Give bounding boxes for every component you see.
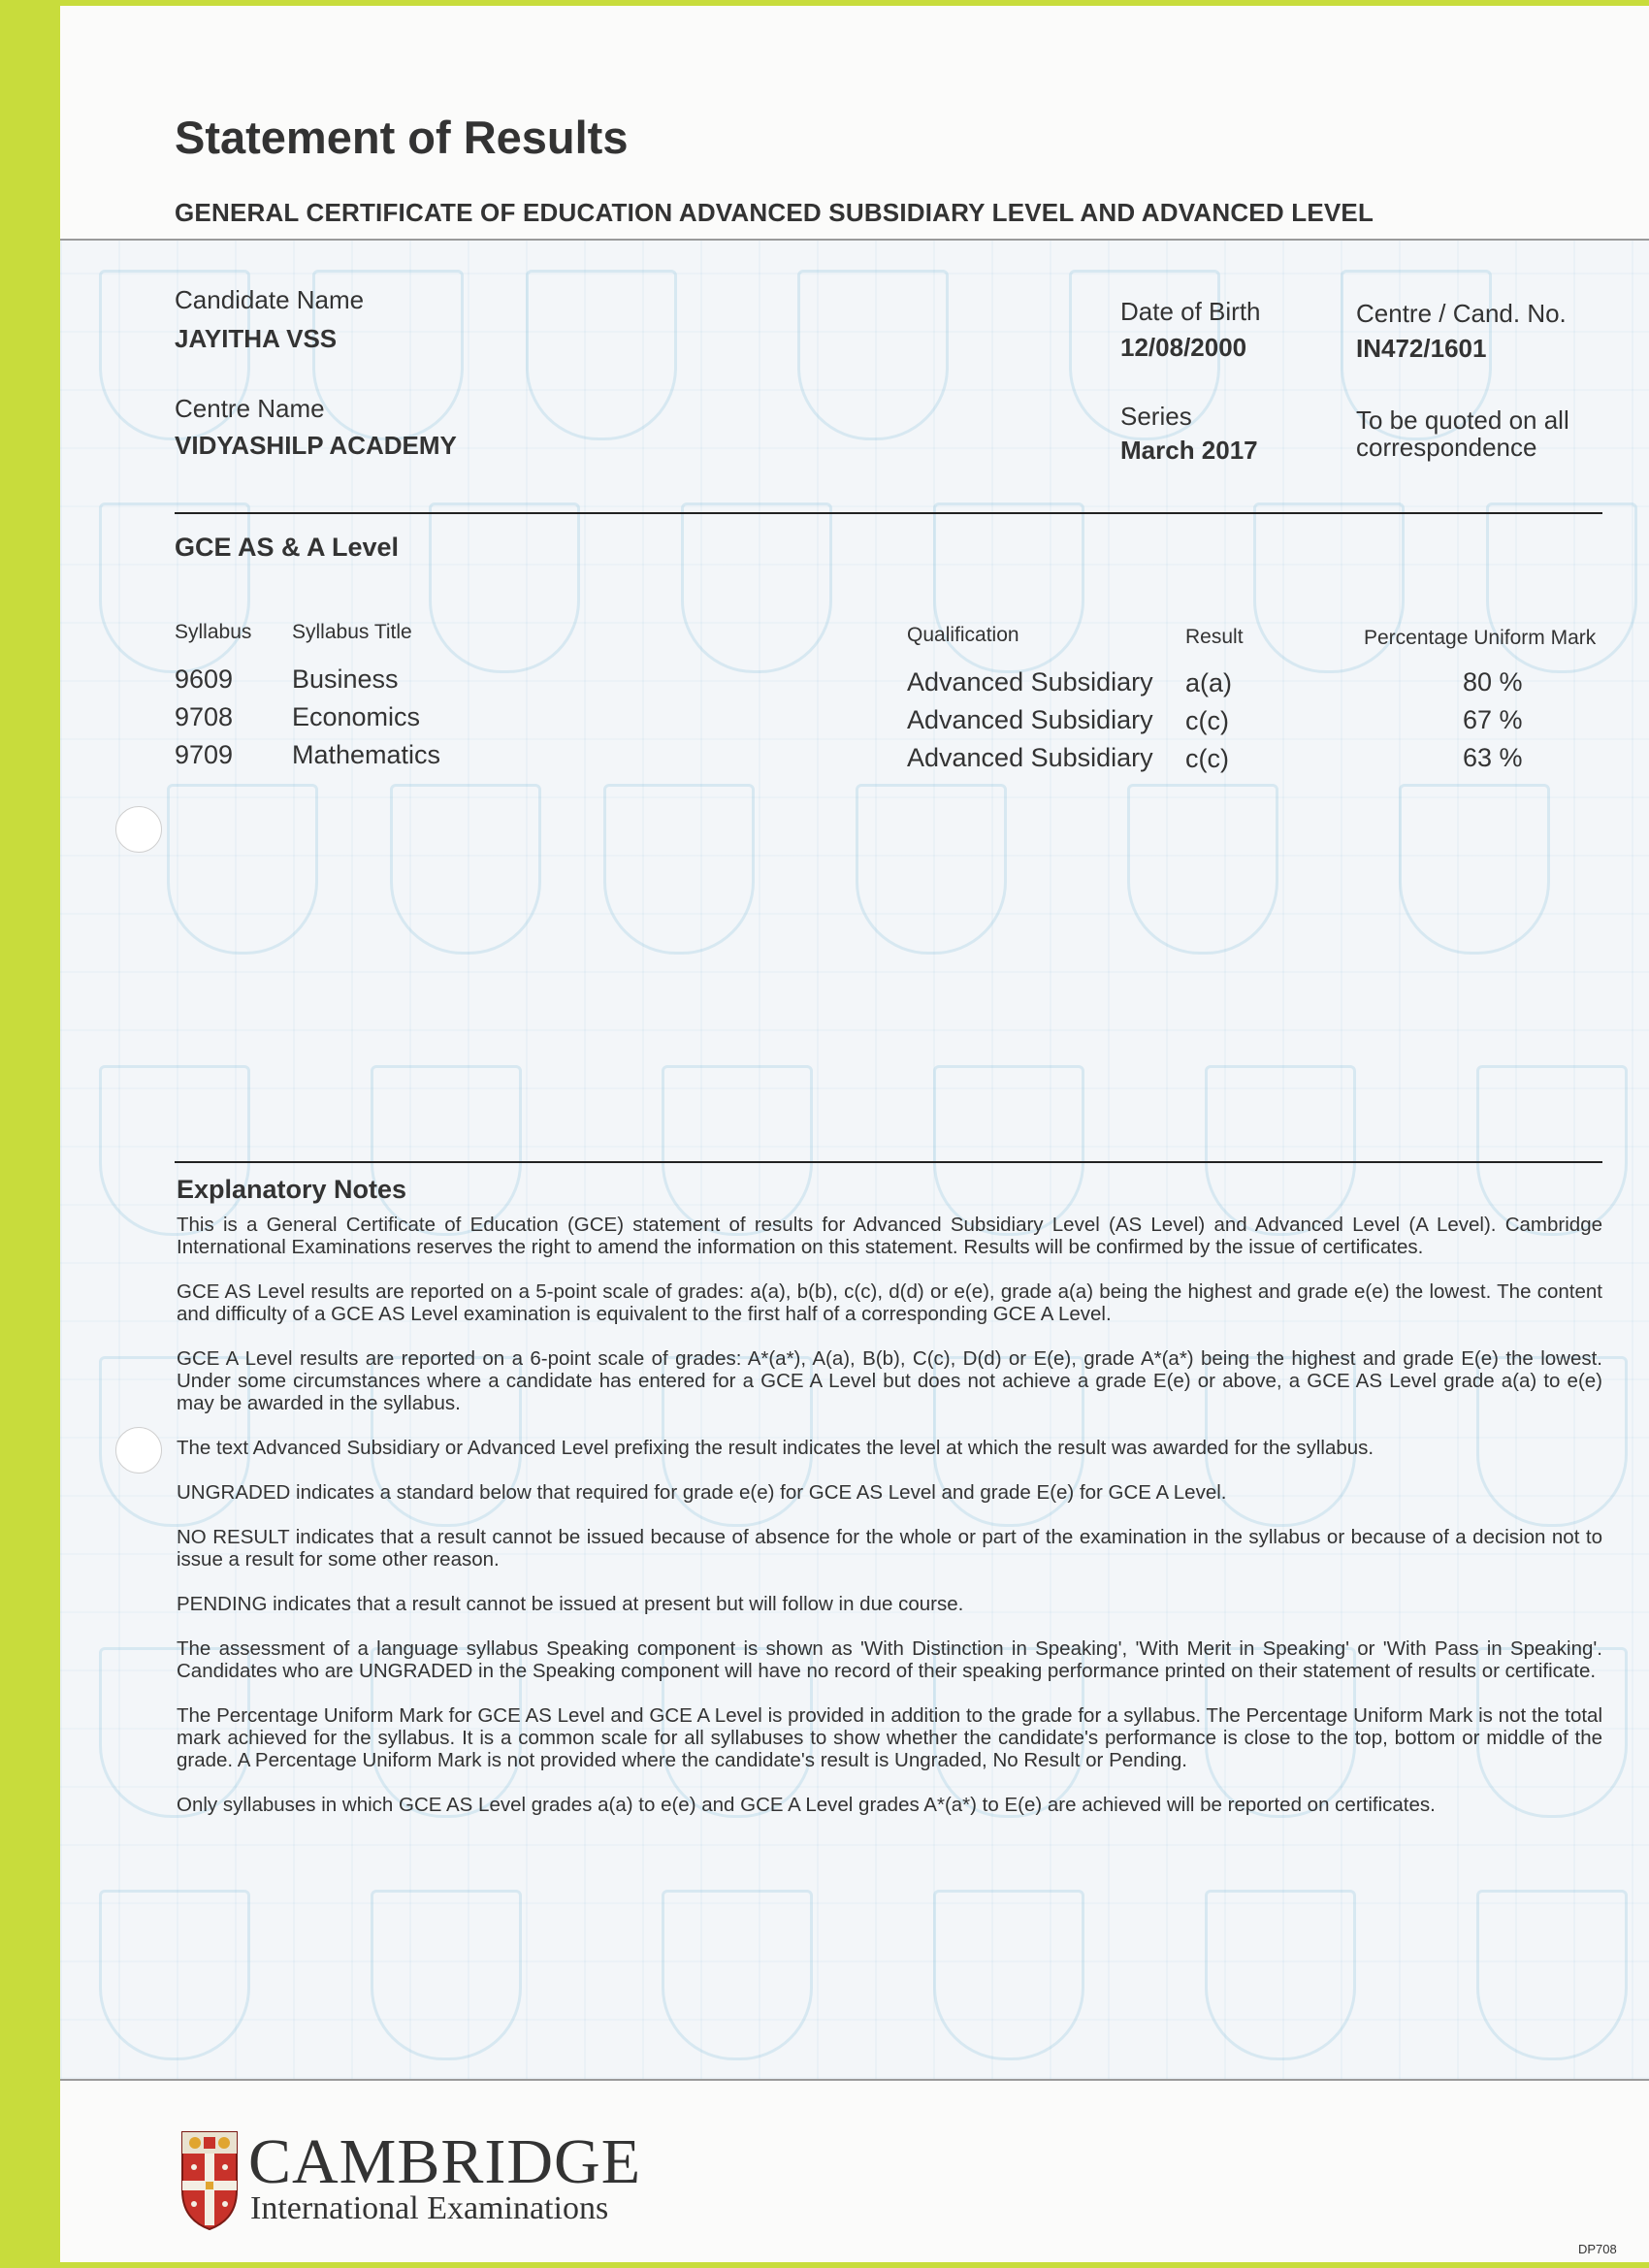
row-2-result: c(c) xyxy=(1185,706,1229,735)
watermark-crest xyxy=(99,1890,250,2060)
series-label: Series xyxy=(1120,402,1192,431)
row-3-qualification: Advanced Subsidiary xyxy=(907,743,1153,772)
row-3-title: Mathematics xyxy=(292,740,441,769)
header-syllabus: Syllabus xyxy=(175,621,252,643)
cambridge-crest-logo xyxy=(180,2130,239,2236)
document-subtitle: GENERAL CERTIFICATE OF EDUCATION ADVANCED SUBSIDIARY LEVEL AND ADVANCED LEVEL xyxy=(175,198,1374,227)
watermark-crest xyxy=(933,1890,1084,2060)
row-1-result: a(a) xyxy=(1185,668,1233,697)
dob-label: Date of Birth xyxy=(1120,297,1261,326)
row-3-result: c(c) xyxy=(1185,744,1229,773)
watermark-crest xyxy=(1205,1890,1356,2060)
watermark-crest xyxy=(1205,1065,1356,1236)
note-paragraph: The Percentage Uniform Mark for GCE AS Level and GCE A Level is provided in addition to the grade for a syllabus. The Percentage Uniform Mark is not the total mark achieved for the syllabus. It is a common scale for all syllabuses to show whether the candidate's performance is close to the top, bottom or middle of the grade. A Percentage Uniform Mark is not provided where the candidate's result is Ungraded, No Result or Pending. xyxy=(177,1704,1602,1771)
watermark-crest xyxy=(526,270,677,440)
brand-name: CAMBRIDGE xyxy=(248,2126,642,2197)
explanatory-notes xyxy=(177,1214,1602,1838)
watermark-crest xyxy=(662,1890,813,2060)
note-paragraph: The text Advanced Subsidiary or Advanced Level prefixing the result indicates the level at which the result was awarded for the syllabus. xyxy=(177,1437,1374,1459)
row-3-syllabus: 9709 xyxy=(175,740,234,769)
row-1-pum: 80 % xyxy=(1463,667,1523,697)
centre-cand-no-value: IN472/1601 xyxy=(1356,334,1487,363)
quote-note-line1: To be quoted on all xyxy=(1356,405,1569,435)
row-3-pum: 63 % xyxy=(1463,743,1523,772)
watermark-crest xyxy=(933,502,1084,673)
watermark-crest xyxy=(429,502,580,673)
header-pum: Percentage Uniform Mark xyxy=(1364,627,1597,649)
centre-name: VIDYASHILP ACADEMY xyxy=(175,431,457,460)
notes-title: Explanatory Notes xyxy=(177,1175,407,1204)
series-value: March 2017 xyxy=(1120,436,1258,465)
watermark-crest xyxy=(371,1065,522,1236)
note-paragraph: NO RESULT indicates that a result cannot be issued because of absence for the whole or part of the examination in the syllabus or because of a decision not to issue a result for some other reason. xyxy=(177,1526,1602,1571)
row-2-qualification: Advanced Subsidiary xyxy=(907,705,1153,734)
divider-rule xyxy=(175,1161,1602,1163)
candidate-name-label: Candidate Name xyxy=(175,285,365,314)
row-1-syllabus: 9609 xyxy=(175,664,234,694)
watermark-crest xyxy=(856,784,1007,955)
watermark-crest xyxy=(1476,1890,1628,2060)
divider-rule xyxy=(175,512,1602,514)
watermark-crest xyxy=(681,502,832,673)
row-1-qualification: Advanced Subsidiary xyxy=(907,667,1153,697)
note-paragraph: PENDING indicates that a result cannot be issued at present but will follow in due course. xyxy=(177,1593,964,1615)
centre-cand-no-label: Centre / Cand. No. xyxy=(1356,299,1567,328)
watermark-crest xyxy=(662,1065,813,1236)
note-paragraph: Only syllabuses in which GCE AS Level grades a(a) to e(e) and GCE A Level grades A*(a*) to E(e) are achieved will be reported on certificates. xyxy=(177,1794,1436,1816)
row-2-title: Economics xyxy=(292,702,421,731)
header-syllabus-title: Syllabus Title xyxy=(292,621,412,643)
note-paragraph: This is a General Certificate of Education (GCE) statement of results for Advanced Subsidiary Level (AS Level) and Advanced Level (A Level). Cambridge International Examinations reserves the right to amend the information on this statement. Results will be confirmed by the issue of certificates. xyxy=(177,1214,1602,1258)
watermark-crest xyxy=(99,1065,250,1236)
row-2-syllabus: 9708 xyxy=(175,702,234,731)
watermark-crest xyxy=(390,784,541,955)
punch-hole xyxy=(115,806,162,853)
results-sheet xyxy=(60,6,1649,2262)
note-paragraph: GCE AS Level results are reported on a 5-point scale of grades: a(a), b(b), c(c), d(d) or e(e), grade a(a) being the highest and grade e(e) the lowest. The content and difficulty of a GCE AS Level examination is equivalent to the first half of a corresponding GCE A Level. xyxy=(177,1280,1602,1325)
results-section-title: GCE AS & A Level xyxy=(175,533,400,562)
note-paragraph: GCE A Level results are reported on a 6-point scale of grades: A*(a*), A(a), B(b), C(c), D(d) or E(e), grade A*(a*) being the highest and grade E(e) the lowest. Under some circumstances where a candidate has entered for a GCE A Level but does not achieve a grade E(e) or above, a GCE AS Level grade a(a) to e(e) may be awarded in the syllabus. xyxy=(177,1347,1602,1414)
watermark-crest xyxy=(1127,784,1278,955)
dob-value: 12/08/2000 xyxy=(1120,333,1247,362)
watermark-crest xyxy=(99,502,250,673)
header-qualification: Qualification xyxy=(907,624,1019,646)
watermark-crest xyxy=(167,784,318,955)
row-2-pum: 67 % xyxy=(1463,705,1523,734)
note-paragraph: UNGRADED indicates a standard below that required for grade e(e) for GCE AS Level and grade E(e) for GCE A Level. xyxy=(177,1481,1227,1504)
quote-note-line2: correspondence xyxy=(1356,433,1537,462)
row-1-title: Business xyxy=(292,664,399,694)
brand-subtitle: International Examinations xyxy=(250,2190,609,2226)
watermark-crest xyxy=(797,270,949,440)
watermark-crest xyxy=(1476,1065,1628,1236)
document-title: Statement of Results xyxy=(175,112,629,163)
header-result: Result xyxy=(1185,626,1244,648)
document-reference: DP708 xyxy=(1578,2242,1617,2256)
note-paragraph: The assessment of a language syllabus Speaking component is shown as 'With Distinction in Speaking', 'With Merit in Speaking' or 'With Pass in Speaking'. Candidates who are UNGRADED in the Speaking component will have no record of their speaking performance printed on their statement of results or certificate. xyxy=(177,1637,1602,1682)
candidate-name: JAYITHA VSS xyxy=(175,324,338,353)
watermark-crest xyxy=(603,784,755,955)
watermark-crest xyxy=(933,1065,1084,1236)
watermark-crest xyxy=(1399,784,1550,955)
punch-hole xyxy=(115,1427,162,1474)
watermark-crest xyxy=(371,1890,522,2060)
centre-name-label: Centre Name xyxy=(175,394,325,423)
